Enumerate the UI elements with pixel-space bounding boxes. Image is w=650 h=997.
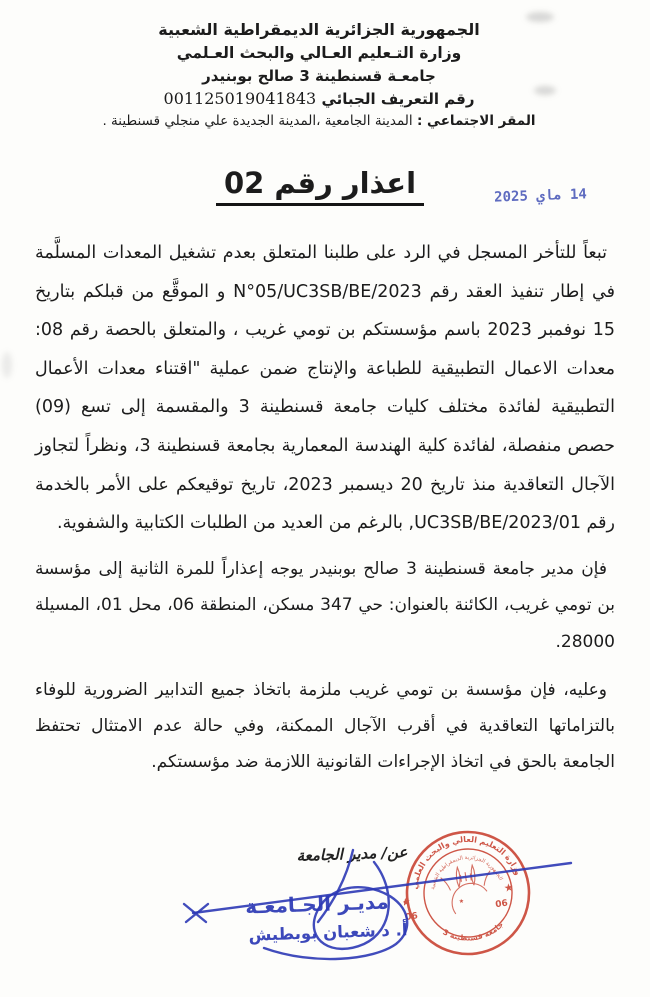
scan-artifact [2, 352, 12, 378]
seal-star-right-icon: ★ [502, 880, 515, 895]
date-stamp: 14 ماي 2025 [493, 186, 588, 206]
seal-star-left-icon: ★ [399, 895, 412, 910]
letterhead-headquarters [0, 113, 638, 129]
seal-number-left: 06 [404, 911, 419, 923]
letterhead-republic: الجمهورية الجزائرية الديمقراطية الشعبية [158, 20, 480, 39]
stamp-director-name: أ. د شعبان بوبطيش [248, 920, 408, 945]
emblem-star-icon: ★ [458, 897, 465, 906]
seal-ministry-text: وزارة التعليم العالي والبحث العلمي [410, 834, 523, 890]
stamp-director-title: مديـر الجـامعـة [244, 889, 390, 919]
tax-id-number: 001125019041843 [163, 89, 317, 108]
svg-text:جامعة قسنطينة 3 [440, 919, 506, 946]
seal-republic-text: الجمهورية الجزائرية الديمقراطية الشعبية [430, 854, 504, 891]
letter-body [35, 234, 615, 781]
paragraph-obligations: وعليه، فإن مؤسسة بن تومي غريب ملزمة باتخاذ جميع التدابير الضرورية للوفاء بالتزاماتها التعاقدية في أقرب الآجال الممكنة، وفي حالة عدم الامتثال تحتفظ الجامعة بالحق في اتخاذ الإجراءات القانونية اللازمة ضد مؤسستكم. [35, 679, 615, 773]
hq-label: المقر الاجتماعي : [416, 113, 536, 129]
tax-id-label: رقم التعريف الجبائي [321, 90, 475, 108]
algerian-emblem-icon [439, 863, 495, 916]
paragraph-delay-notice: تبعاً للتأخر المسجل في الرد على طلبنا المتعلق بعدم تشغيل المعدات المسلَّمة في إطار تنفيذ العقد رقم N°05/UC3SB/BE/2023 و الموقَّع من قبلكم بتاريخ 15 نوفمبر 2023 باسم مؤسستكم بن تومي غريب ، والمتعلق بالحصة رقم 08: معدات الاعمال التطبيقية للطباعة والإنتاج ضمن عملية "اقتناء معدات الأعمال التطبيقية لفائدة مختلف كليات جامعة قسنطينة 3 والمقسمة إلى تسع (09) حصص منفصلة، لفائدة كلية الهندسة المعمارية بجامعة قسنطينة 3، ونظراً لتجاوز الآجال التعاقدية منذ تاريخ 20 ديسمبر 2023، تاريخ توقيعكم على الأمر بالخدمة رقم 01/UC3SB/BE/2023, بالرغم من العديد من الطلبات الكتابية والشفوية. [35, 243, 615, 534]
scan-artifact [526, 12, 554, 22]
handwritten-director-note: عن/ مدير الجامعة [296, 843, 408, 865]
seal-number-right: 06 [494, 898, 509, 911]
scan-artifact [534, 86, 556, 95]
official-round-seal-icon [395, 820, 542, 967]
letterhead-ministry: وزارة التـعليم العـالي والبحث العـلمي [176, 44, 462, 62]
letterhead-university: جامعـة قسنطينة 3 صالح بوبنيدر [202, 67, 436, 85]
hq-value: المدينة الجامعية ،المدينة الجديدة علي منجلي قسنطينة . [102, 113, 413, 129]
document-title: اعذار رقم 02 [216, 166, 424, 206]
paragraph-formal-notice: فإن مدير جامعة قسنطينة 3 صالح بوبنيدر يوجه إعذاراً للمرة الثانية إلى مؤسسة بن تومي غريب، الكائنة بالعنوان: حي 347 مسكن، المنطقة 06، محل 01، المسيلة 28000. [35, 558, 615, 652]
seal-university-text: جامعة قسنطينة 3 [441, 919, 506, 943]
